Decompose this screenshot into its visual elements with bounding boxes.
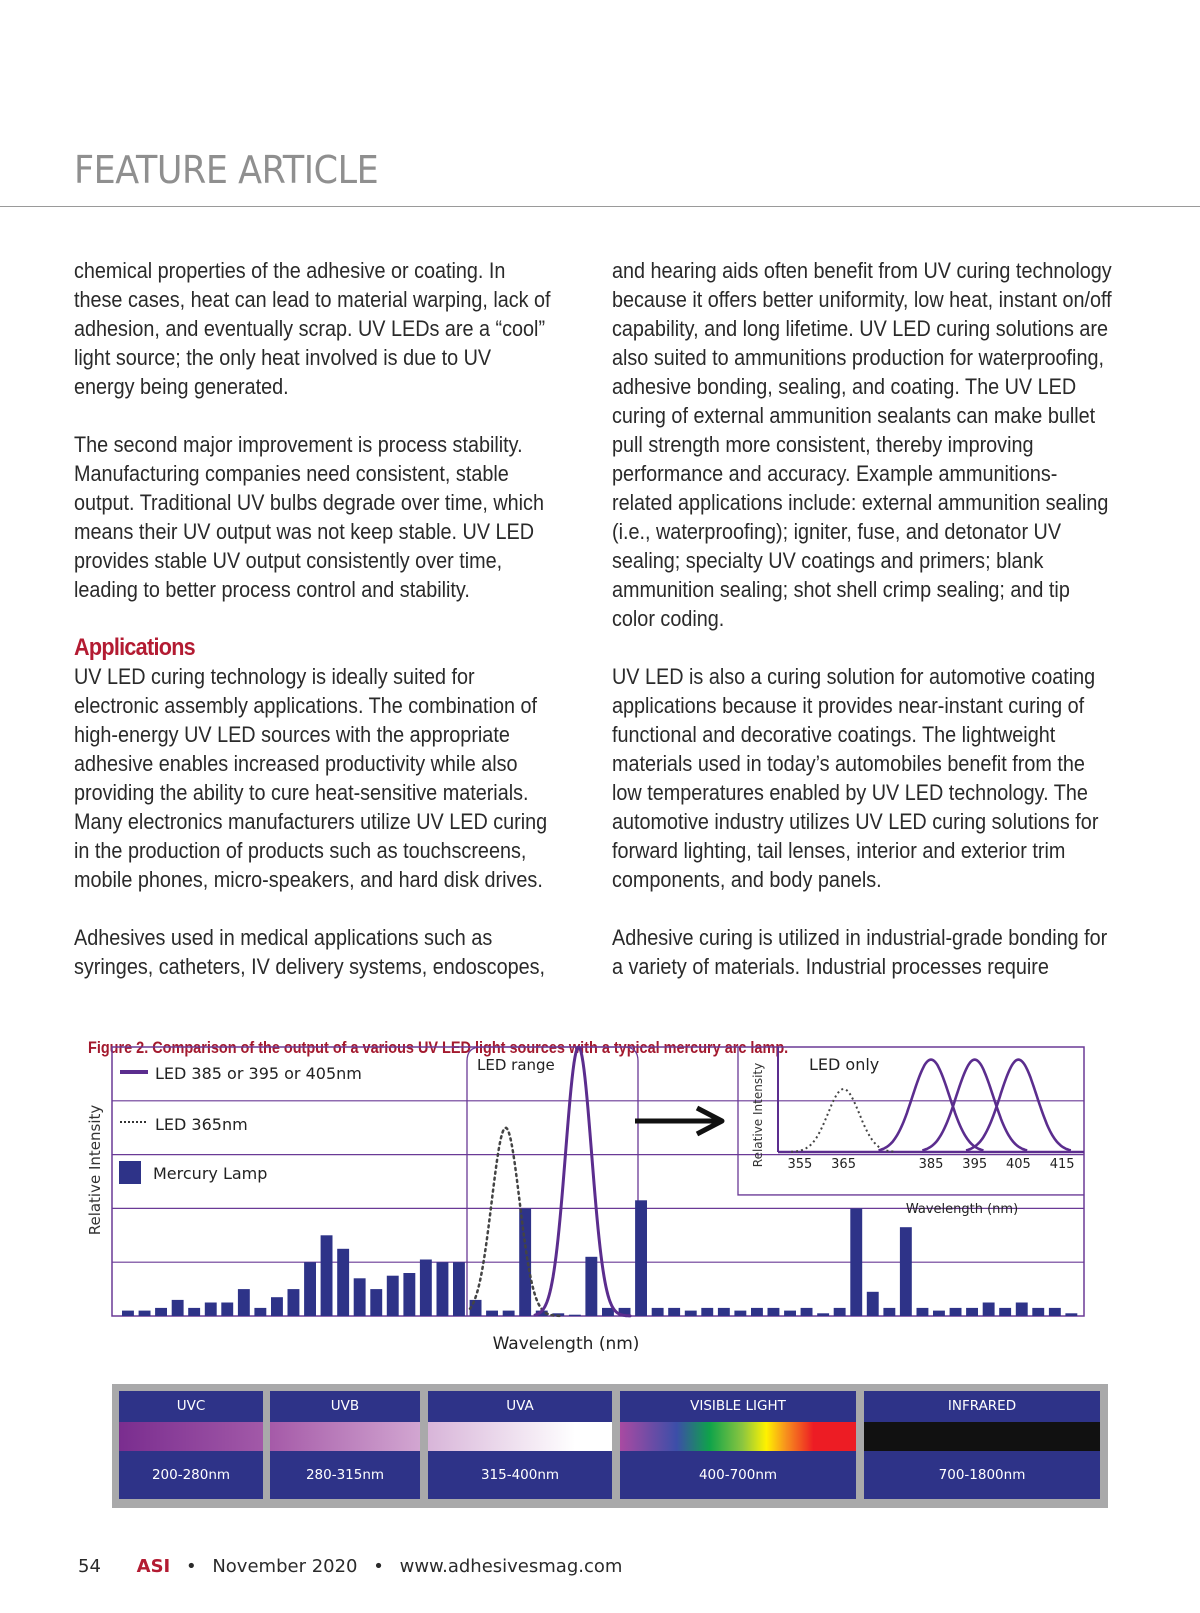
chart-legend [119,1064,362,1184]
mercury-bar [1016,1303,1028,1316]
mercury-bar [321,1235,333,1316]
mercury-bar [205,1303,217,1316]
page-footer [78,1556,622,1577]
mercury-bar [1065,1313,1077,1316]
mercury-bar [718,1308,730,1316]
inset-tick-label: 415 [1049,1157,1075,1172]
mercury-bar [917,1308,929,1316]
band-range: 400-700nm [698,1467,778,1483]
mercury-bar [354,1278,366,1316]
legend-label-mercury: Mercury Lamp [153,1164,268,1183]
mercury-bar [221,1303,233,1316]
mercury-bar [271,1297,283,1316]
inset-tick-label: 355 [787,1157,813,1172]
legend-label-led-365: LED 365nm [155,1115,248,1134]
mercury-bar [999,1308,1011,1316]
mercury-bar [569,1315,581,1316]
mercury-bar [139,1311,151,1316]
inset-y-axis-label: Relative Intensity [751,1062,765,1168]
mercury-bar [519,1208,531,1316]
band-range: 315-400nm [480,1467,560,1483]
mercury-bar [883,1308,895,1316]
separator: • [373,1556,384,1577]
mercury-bar [668,1308,680,1316]
mercury-bar [933,1311,945,1316]
figure-caption: Figure 2. Comparison of the output of a various UV LED light sources with a typical mercury arc lamp. [88,1038,789,1057]
band-uvc [119,1391,263,1499]
mercury-bar [635,1200,647,1316]
mercury-bar [304,1262,316,1316]
mercury-bar [155,1308,167,1316]
mercury-bar [1049,1308,1061,1316]
mercury-lamp-bars [122,1200,1077,1316]
page-number: 54 [78,1556,101,1577]
band-name: UVA [506,1398,534,1414]
mercury-bar [850,1208,862,1316]
inset-frame [738,1047,1084,1195]
mercury-bar [188,1308,200,1316]
band-range: 200-280nm [151,1467,231,1483]
issue-date: November 2020 [212,1556,358,1577]
inset-curve-led-365nm [791,1089,896,1152]
band-color-swatch [119,1422,263,1451]
band-color-swatch [270,1422,420,1451]
mercury-bar [403,1273,415,1316]
inset-curve-led-385nm [879,1060,984,1151]
inset-tick-label: 365 [831,1157,856,1172]
y-axis-label: Relative Intensity [86,1104,104,1236]
x-axis-label: Wavelength (nm) [492,1334,640,1354]
mercury-bar [172,1300,184,1316]
mercury-bar [801,1308,813,1316]
mercury-bar [503,1311,515,1316]
paragraph: UV LED curing technology is ideally suited for electronic assembly applications. The combination of high-energy UV LED sources with the appropriate adhesive enables increased productivity while also providing the ability to cure heat-sensitive materials. Many electronics manufacturers utilize UV LED curing in the production of products such as touchscreens, mobile phones, micro-speakers, and hard disk drives. [74,664,548,892]
mercury-bar [288,1289,300,1316]
mercury-bar [1032,1308,1044,1316]
paragraph: and hearing aids often benefit from UV curing technology because it offers better uniformity, low heat, instant on/off capability, and long lifetime. UV LED curing solutions are also suited to ammunitions production for waterproofing, adhesive bonding, sealing, and coating. The UV LED curing of external ammunition sealants can make bullet pull strength more consistent, thereby improving performance and accuracy. Example ammunitions-related applications include: external ammunition sealing (i.e., waterproofing); igniter, fuse, and detonator UV sealing; specialty UV coatings and primers; blank ammunition sealing; shot shell crimp sealing; and tip color coding. [612,258,1112,631]
mercury-bar [420,1260,432,1317]
spectrum-band-row [112,1384,1108,1508]
inset-curve-led-395nm [922,1060,1027,1151]
paragraph: chemical properties of the adhesive or coating. In these cases, heat can lead to material warping, lack of adhesion, and eventually scrap. UV LEDs are a “cool” light source; the only heat involved is due to UV energy being generated. [74,258,551,399]
band-infrared [864,1391,1100,1499]
band-range: 700-1800nm [938,1467,1026,1483]
paragraph: The second major improvement is process stability. Manufacturing companies need consistent, stable output. Traditional UV bulbs degrade over time, which means their UV output was not keep stable. UV LED provides stable UV output consistently over time, leading to better process control and stability. [74,432,544,602]
mercury-bar [387,1276,399,1316]
mercury-bar [834,1308,846,1316]
paragraph: Adhesive curing is utilized in industrial-grade bonding for a variety of materials. Industrial processes require [612,925,1108,979]
mercury-bar [867,1292,879,1316]
mercury-bar [652,1308,664,1316]
mercury-bar [784,1311,796,1316]
inset-curve-led-405nm [966,1060,1071,1151]
publication-brand: ASI [136,1556,171,1577]
mercury-bar [983,1303,995,1316]
legend-label-led-385-405: LED 385 or 395 or 405nm [155,1064,362,1083]
band-uvb [270,1391,420,1499]
inset-tick-label: 385 [918,1157,944,1172]
band-uva [428,1391,612,1499]
mercury-bar [122,1311,134,1316]
band-name: UVB [330,1398,360,1414]
mercury-bar [701,1308,713,1316]
led-385-405-curve [535,1047,630,1316]
mercury-bar [238,1289,250,1316]
separator: • [185,1556,197,1577]
mercury-bar [370,1289,382,1316]
inset-x-axis-label: Wavelength (nm) [905,1202,1019,1217]
mercury-bar [254,1308,266,1316]
paragraph: UV LED is also a curing solution for automotive coating applications because it provides near-instant curing of functional and decorative coatings. The lightweight materials used in today’s automobiles benefit from the low temperatures enabled by UV LED technology. The automotive industry utilizes UV LED curing solutions for forward lighting, tail lenses, interior and exterior trim components, and body panels. [612,664,1099,892]
band-visible-light [620,1391,856,1499]
mercury-bar [453,1262,465,1316]
led-range-annotation: LED range [477,1056,555,1074]
led-365-curve [470,1128,560,1316]
band-color-swatch [428,1422,612,1451]
mercury-bar [768,1308,780,1316]
section-heading-applications: Applications [74,634,195,661]
inset-tick-label: 405 [1006,1157,1031,1172]
mercury-bar [751,1308,763,1316]
led-curves [470,1047,630,1316]
paragraph: Adhesives used in medical applications such as syringes, catheters, IV delivery systems, endoscopes, [74,925,546,979]
inset-tick-label: 395 [962,1157,988,1172]
led-only-inset [751,1047,1084,1217]
mercury-bar [950,1308,962,1316]
band-color-swatch [620,1422,856,1451]
band-range: 280-315nm [305,1467,385,1483]
mercury-bar [966,1308,978,1316]
band-color-swatch [864,1422,1100,1451]
band-name: VISIBLE LIGHT [690,1398,786,1414]
mercury-bar [437,1262,449,1316]
arrow-icon [635,1108,722,1134]
inset-title: LED only [809,1055,880,1074]
mercury-bar [337,1249,349,1316]
band-name: UVC [176,1398,206,1414]
website-link[interactable]: www.adhesivesmag.com [399,1556,623,1577]
mercury-bar [585,1257,597,1316]
mercury-bar [486,1311,498,1316]
mercury-bar [734,1311,746,1316]
mercury-bar [685,1311,697,1316]
band-name: INFRARED [947,1398,1017,1414]
mercury-bar [817,1313,829,1316]
section-title: FEATURE ARTICLE [74,148,379,192]
legend-swatch-mercury [119,1161,141,1184]
mercury-bar [900,1227,912,1316]
